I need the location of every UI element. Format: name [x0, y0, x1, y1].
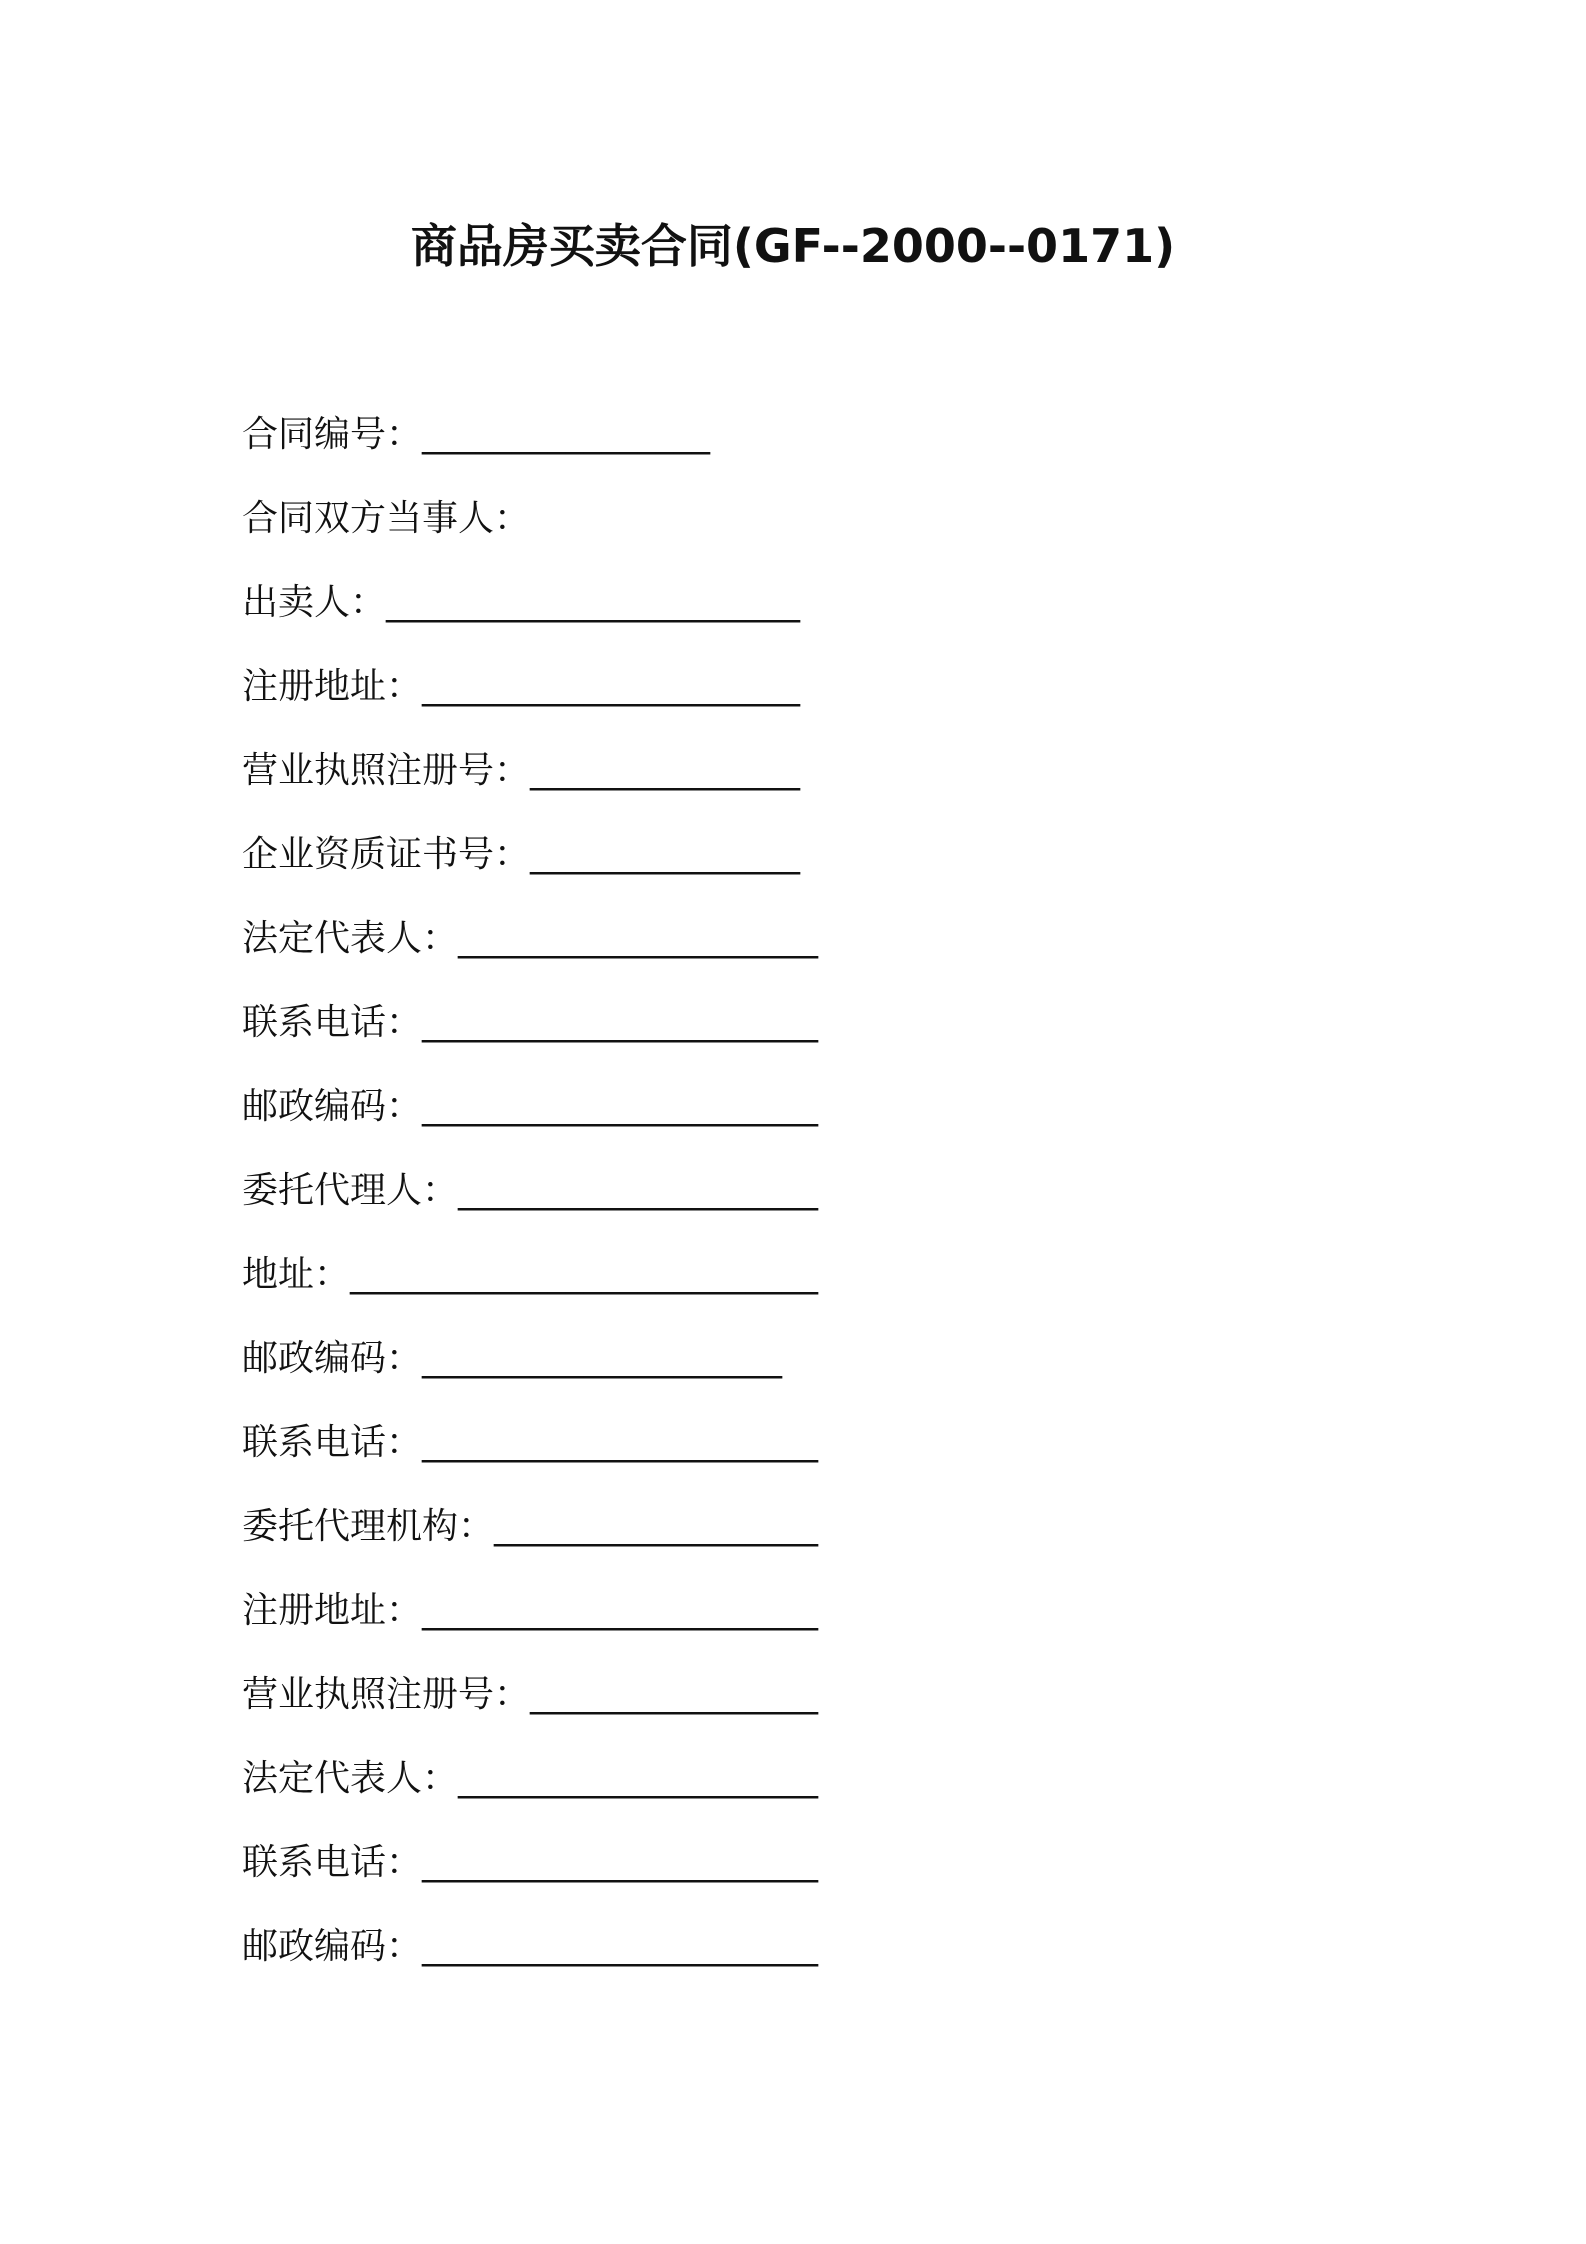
field-label: 邮政编码：	[242, 1086, 423, 1127]
field-registered-address	[242, 660, 1442, 744]
field-label: 注册地址：	[242, 1590, 423, 1631]
field-blank: _______________	[530, 750, 801, 791]
field-authorized-agent	[242, 1164, 1442, 1248]
field-blank: ______________________	[422, 1002, 819, 1043]
field-label: 法定代表人：	[242, 1758, 459, 1799]
field-label: 合同编号：	[242, 414, 423, 455]
field-blank: _______________	[530, 834, 801, 875]
field-blank: ______________________	[422, 1926, 819, 1967]
field-label: 地址：	[242, 1254, 351, 1295]
field-label: 委托代理人：	[242, 1170, 459, 1211]
field-phone	[242, 996, 1442, 1080]
field-business-license-number	[242, 1668, 1442, 1752]
field-label: 合同双方当事人：	[242, 498, 531, 539]
field-blank: ________________	[530, 1674, 819, 1715]
field-blank: ________________	[422, 414, 711, 455]
field-contract-number	[242, 408, 1442, 492]
field-blank: ____________________	[458, 918, 819, 959]
contract-fields	[242, 408, 1442, 2004]
field-blank: _______________________	[386, 582, 801, 623]
field-blank: ____________________	[458, 1758, 819, 1799]
field-blank: ______________________	[422, 1590, 819, 1631]
document-title: 商品房买卖合同(GF--2000--0171)	[410, 219, 1176, 273]
field-qualification-certificate-number	[242, 828, 1442, 912]
field-label: 联系电话：	[242, 1842, 423, 1883]
field-label: 法定代表人：	[242, 918, 459, 959]
field-label: 企业资质证书号：	[242, 834, 531, 875]
field-label: 出卖人：	[242, 582, 387, 623]
field-phone	[242, 1836, 1442, 1920]
field-label: 邮政编码：	[242, 1926, 423, 1967]
field-label: 营业执照注册号：	[242, 750, 531, 791]
field-label: 营业执照注册号：	[242, 1674, 531, 1715]
field-legal-representative	[242, 912, 1442, 996]
field-label: 联系电话：	[242, 1002, 423, 1043]
field-blank: ______________________	[422, 1422, 819, 1463]
field-address	[242, 1248, 1442, 1332]
field-blank: __________________	[494, 1506, 819, 1547]
field-postal-code	[242, 1332, 1442, 1416]
field-postal-code	[242, 1080, 1442, 1164]
field-label: 注册地址：	[242, 666, 423, 707]
field-blank: _____________________	[422, 666, 801, 707]
field-label: 委托代理机构：	[242, 1506, 495, 1547]
field-seller	[242, 576, 1442, 660]
field-registered-address	[242, 1584, 1442, 1668]
field-blank: ____________________	[422, 1338, 783, 1379]
field-agency	[242, 1500, 1442, 1584]
field-label: 联系电话：	[242, 1422, 423, 1463]
field-label: 邮政编码：	[242, 1338, 423, 1379]
field-blank: ____________________	[458, 1170, 819, 1211]
field-blank: ______________________	[422, 1842, 819, 1883]
field-phone	[242, 1416, 1442, 1500]
field-parties-heading	[242, 492, 1442, 576]
field-blank: __________________________	[350, 1254, 819, 1295]
field-legal-representative	[242, 1752, 1442, 1836]
field-blank: ______________________	[422, 1086, 819, 1127]
field-business-license-number	[242, 744, 1442, 828]
field-postal-code	[242, 1920, 1442, 2004]
